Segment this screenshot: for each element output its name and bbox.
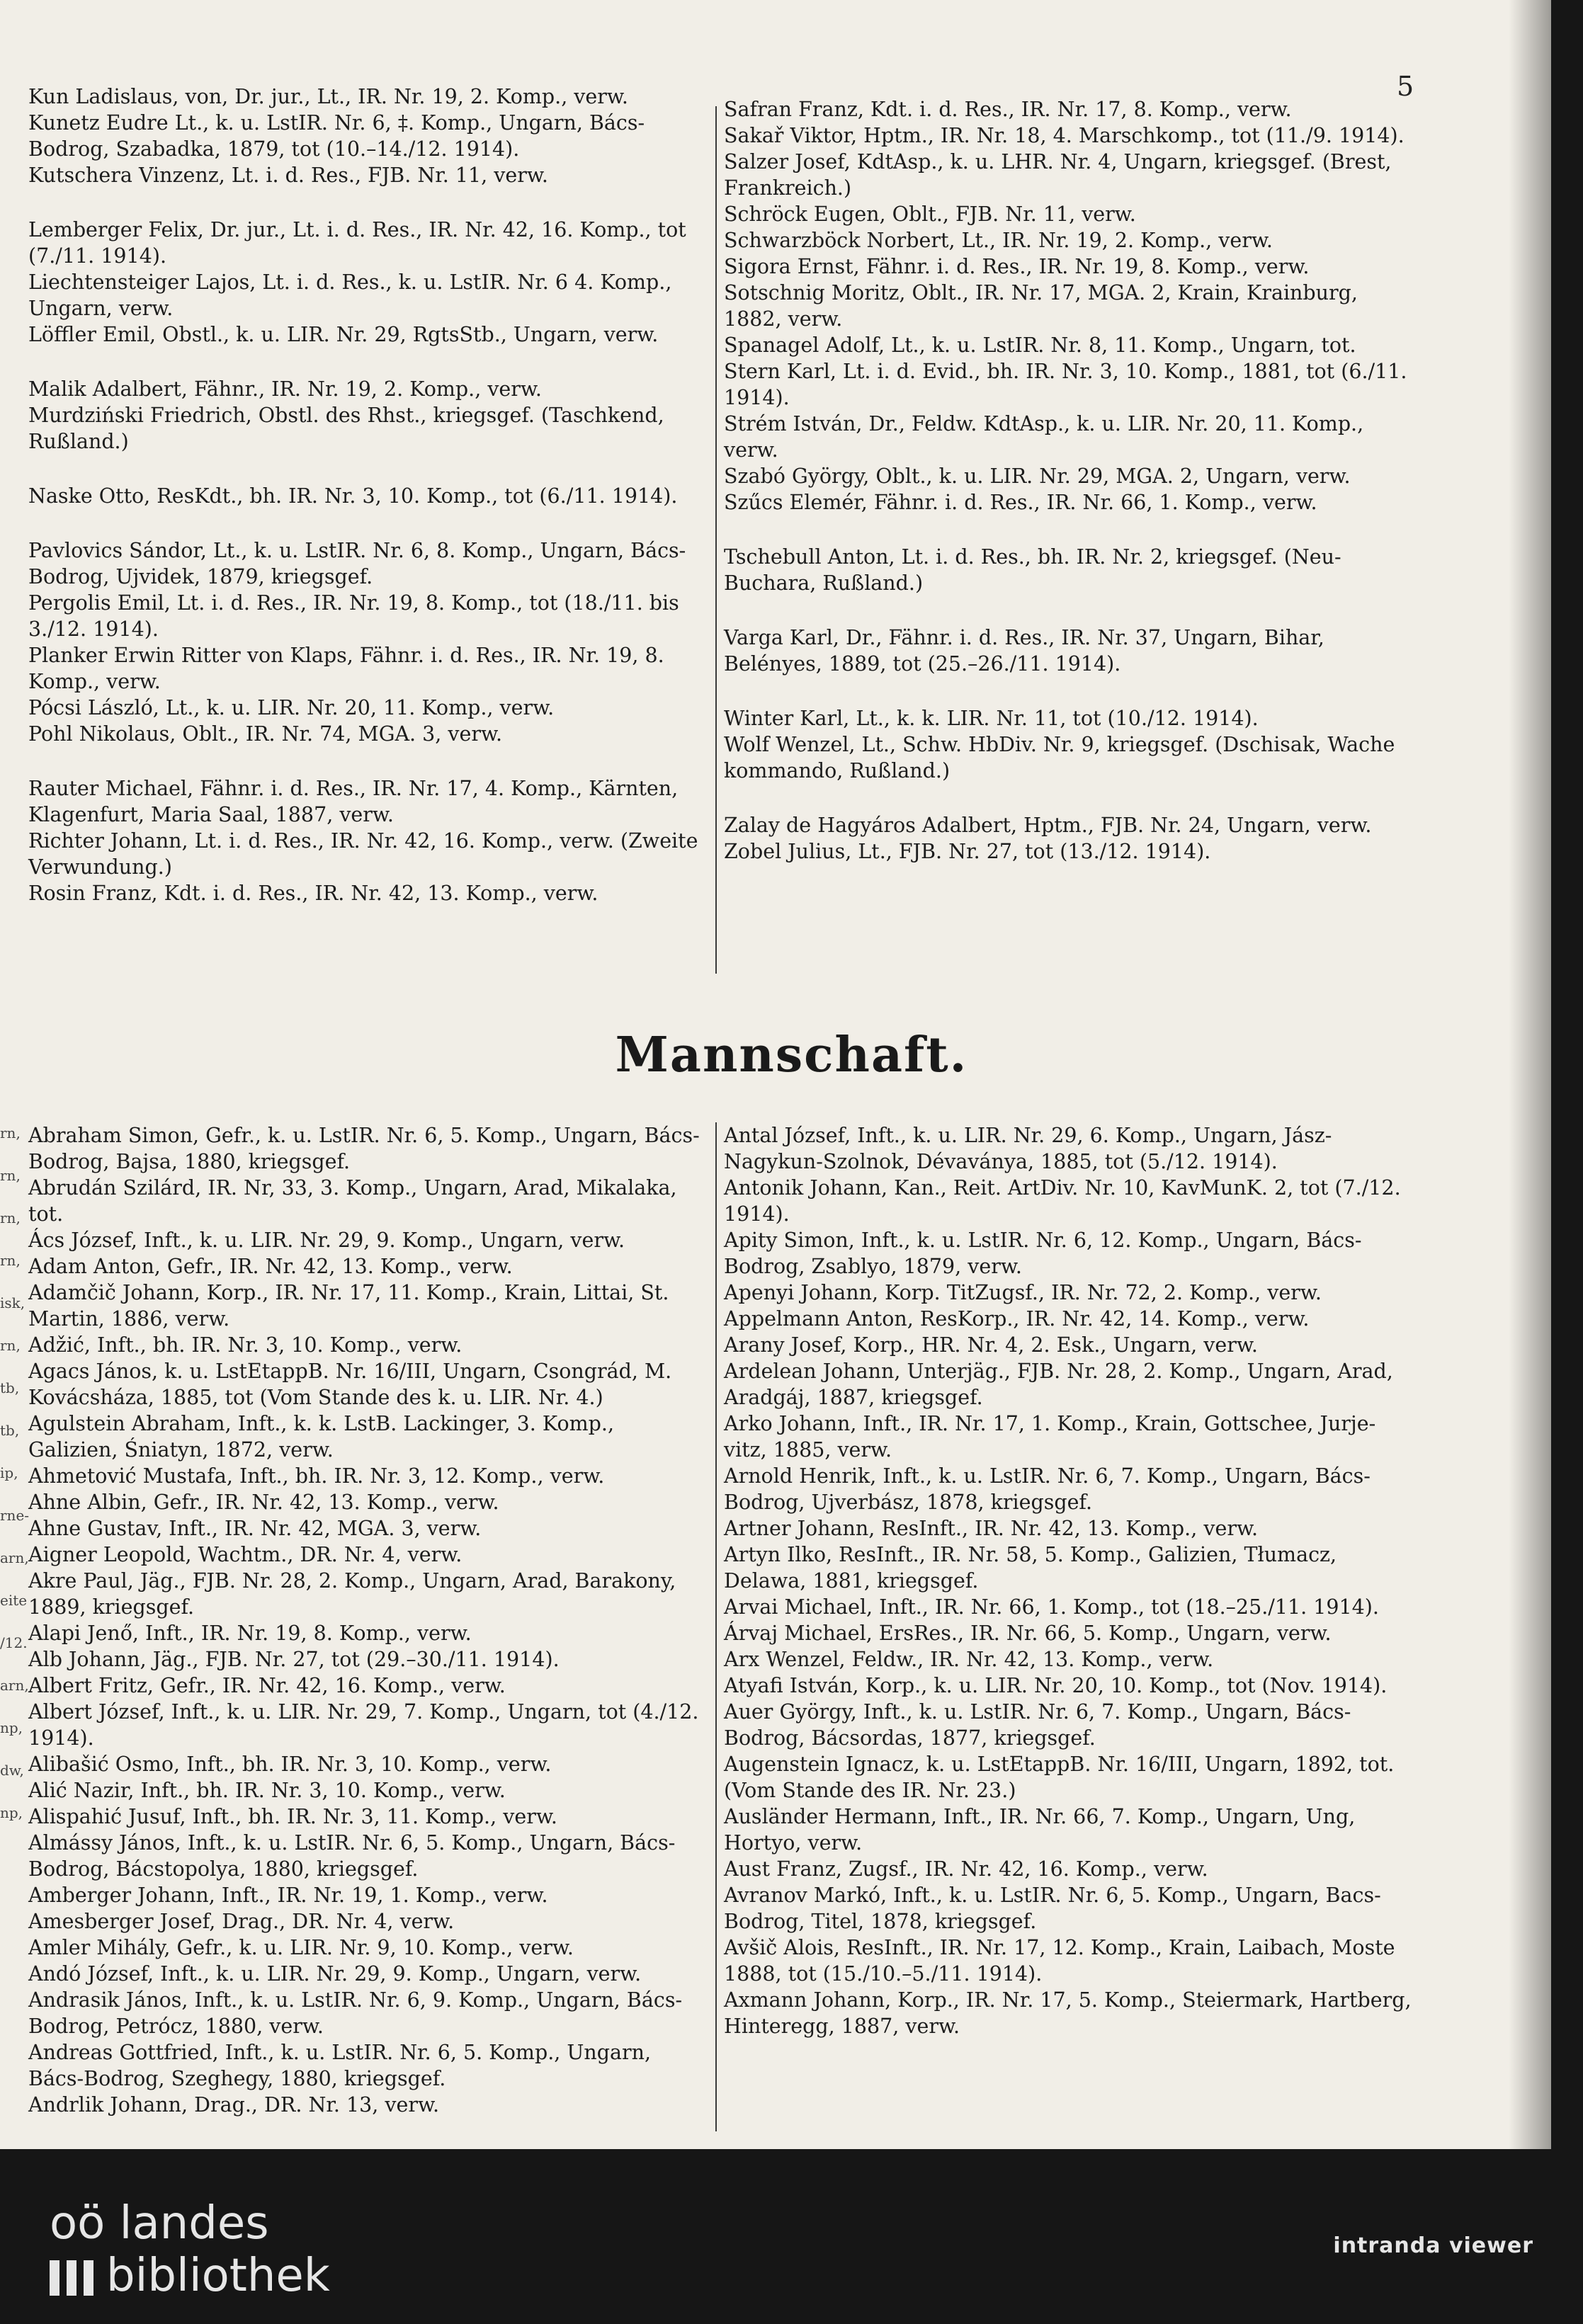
list-entry: Lemberger Felix, Dr. jur., Lt. i. d. Res., IR. Nr. 42, 16. Komp., tot (7./11. 1914).: [28, 218, 686, 268]
list-entry: Malik Adalbert, Fähnr., IR. Nr. 19, 2. Komp., verw.: [28, 377, 542, 401]
margin-fragment: tb,: [0, 1422, 20, 1439]
margin-fragment: np,: [0, 1804, 23, 1821]
list-entry: Alapi Jenő, Inft., IR. Nr. 19, 8. Komp., verw.: [28, 1622, 472, 1645]
list-entry: Pergolis Emil, Lt. i. d. Res., IR. Nr. 19, 8. Komp., tot (18./11. bis 3./12. 1914).: [28, 591, 679, 641]
entry-gap: [724, 596, 1418, 625]
margin-fragment: rn,: [0, 1337, 21, 1354]
list-entry: Axmann Johann, Korp., IR. Nr. 17, 5. Komp., Steiermark, Hartberg, Hinteregg, 1887, verw.: [724, 1988, 1412, 2038]
list-entry: Sigora Ernst, Fähnr. i. d. Res., IR. Nr. 19, 8. Komp., verw.: [724, 255, 1310, 278]
list-entry: Safran Franz, Kdt. i. d. Res., IR. Nr. 17, 8. Komp., verw.: [724, 98, 1292, 121]
list-entry: Agacs János, k. u. LstEtappB. Nr. 16/III, Ungarn, Csongrád, M. Kovácsháza, 1885, tot (Vom Stande des k. u. LIR. Nr. 4.): [28, 1360, 672, 1409]
list-entry: Strém István, Dr., Feldw. KdtAsp., k. u. LIR. Nr. 20, 11. Komp., verw.: [724, 412, 1364, 462]
list-entry: Rauter Michael, Fähnr. i. d. Res., IR. Nr. 17, 4. Komp., Kärnten, Klagenfurt, Maria Saal, 1887, verw.: [28, 777, 679, 826]
list-entry: Agulstein Abraham, Inft., k. k. LstB. Lackinger, 3. Komp., Galizien, Śniatyn, 1872, verw.: [28, 1412, 615, 1462]
column-divider-top: [715, 106, 717, 974]
margin-fragment: /12.: [0, 1634, 28, 1651]
list-entry: Avšič Alois, ResInft., IR. Nr. 17, 12. Komp., Krain, Laibach, Moste 1888, tot (15./10.–5./11. 1914).: [724, 1936, 1395, 1986]
margin-fragments: [0, 1112, 28, 1834]
margin-fragment: np,: [0, 1719, 23, 1736]
list-entry: Antonik Johann, Kan., Reit. ArtDiv. Nr. 10, KavMunK. 2, tot (7./12. 1914).: [724, 1176, 1401, 1226]
list-entry: Abraham Simon, Gefr., k. u. LstIR. Nr. 6, 5. Komp., Ungarn, Bács-Bodrog, Bajsa, 1880, kriegsgef.: [28, 1124, 700, 1173]
column-left-officers: [28, 84, 701, 906]
entry-gap: [28, 348, 701, 376]
list-entry: Kun Ladislaus, von, Dr. jur., Lt., IR. Nr. 19, 2. Komp., verw.: [28, 85, 628, 108]
list-entry: Richter Johann, Lt. i. d. Res., IR. Nr. 42, 16. Komp., verw. (Zweite Verwundung.): [28, 829, 698, 879]
section-heading: Mannschaft.: [615, 1027, 968, 1083]
list-entry: Alispahić Jusuf, Inft., bh. IR. Nr. 3, 11. Komp., verw.: [28, 1805, 557, 1828]
list-entry: Arnold Henrik, Inft., k. u. LstIR. Nr. 6, 7. Komp., Ungarn, Bács-Bodrog, Ujverbász, 1878, kriegsgef.: [724, 1464, 1371, 1514]
margin-fragment: rn,: [0, 1167, 21, 1184]
list-entry: Tschebull Anton, Lt. i. d. Res., bh. IR. Nr. 2, kriegsgef. (Neu-Buchara, Rußland.): [724, 545, 1341, 595]
entry-gap: [28, 747, 701, 775]
margin-fragment: rn,: [0, 1252, 21, 1269]
logo-line-1: oö landes: [50, 2197, 269, 2250]
column-divider-bottom: [715, 1122, 717, 2131]
list-entry: Alibašić Osmo, Inft., bh. IR. Nr. 3, 10. Komp., verw.: [28, 1753, 552, 1776]
entry-gap: [28, 509, 701, 537]
margin-fragment: ip,: [0, 1464, 18, 1481]
list-entry: Albert Fritz, Gefr., IR. Nr. 42, 16. Komp., verw.: [28, 1674, 506, 1697]
list-entry: Apity Simon, Inft., k. u. LstIR. Nr. 6, 12. Komp., Ungarn, Bács-Bodrog, Zsablyo, 1879, verw.: [724, 1229, 1362, 1278]
column-right-officers: [724, 96, 1418, 865]
entry-gap: [28, 188, 701, 217]
logo-line-2-text: bibliothek: [106, 2250, 330, 2302]
list-entry: Varga Karl, Dr., Fähnr. i. d. Res., IR. Nr. 37, Ungarn, Bihar, Belényes, 1889, tot (25.–26./11. 1914).: [724, 626, 1324, 676]
margin-fragment: isk,: [0, 1294, 25, 1311]
list-entry: Pohl Nikolaus, Oblt., IR. Nr. 74, MGA. 3, verw.: [28, 722, 503, 746]
column-right-mannschaft: [724, 1122, 1418, 2039]
list-entry: Salzer Josef, KdtAsp., k. u. LHR. Nr. 4, Ungarn, kriegsgef. (Brest, Frankreich.): [724, 150, 1392, 200]
list-entry: Alić Nazir, Inft., bh. IR. Nr. 3, 10. Komp., verw.: [28, 1779, 506, 1802]
list-entry: Appelmann Anton, ResKorp., IR. Nr. 42, 14. Komp., verw.: [724, 1307, 1310, 1331]
list-entry: Arvai Michael, Inft., IR. Nr. 66, 1. Komp., tot (18.–25./11. 1914).: [724, 1595, 1379, 1619]
list-entry: Antal József, Inft., k. u. LIR. Nr. 29, 6. Komp., Ungarn, Jász-Nagykun-Szolnok, Dévaványa, 1885, tot (5./12. 1914).: [724, 1124, 1332, 1173]
list-entry: Abrudán Szilárd, IR. Nr, 33, 3. Komp., Ungarn, Arad, Mikalaka, tot.: [28, 1176, 677, 1226]
margin-fragment: rn,: [0, 1209, 21, 1226]
list-entry: Akre Paul, Jäg., FJB. Nr. 28, 2. Komp., Ungarn, Arad, Barakony, 1889, kriegsgef.: [28, 1569, 676, 1619]
list-entry: Ahne Albin, Gefr., IR. Nr. 42, 13. Komp., verw.: [28, 1491, 499, 1514]
list-entry: Artyn Ilko, ResInft., IR. Nr. 58, 5. Komp., Galizien, Tłumacz, Delawa, 1881, kriegsgef.: [724, 1543, 1337, 1593]
list-entry: Pócsi László, Lt., k. u. LIR. Nr. 20, 11. Komp., verw.: [28, 696, 555, 719]
margin-fragment: dw,: [0, 1762, 24, 1779]
list-entry: Spanagel Adolf, Lt., k. u. LstIR. Nr. 8, 11. Komp., Ungarn, tot.: [724, 334, 1356, 357]
list-entry: Árvaj Michael, ErsRes., IR. Nr. 66, 5. Komp., Ungarn, verw.: [724, 1622, 1332, 1645]
page-number: 5: [1397, 71, 1414, 102]
list-entry: Naske Otto, ResKdt., bh. IR. Nr. 3, 10. Komp., tot (6./11. 1914).: [28, 484, 678, 508]
list-entry: Amesberger Josef, Drag., DR. Nr. 4, verw.: [28, 1910, 455, 1933]
list-entry: Zalay de Hagyáros Adalbert, Hptm., FJB. Nr. 24, Ungarn, verw.: [724, 814, 1372, 837]
entry-gap: [724, 784, 1418, 812]
list-entry: Kunetz Eudre Lt., k. u. LstIR. Nr. 6, ‡. Komp., Ungarn, Bács-Bodrog, Szabadka, 1879, tot (10.–14./12. 1914).: [28, 111, 645, 161]
list-entry: Adamčič Johann, Korp., IR. Nr. 17, 11. Komp., Krain, Littai, St. Martin, 1886, verw.: [28, 1281, 669, 1331]
list-entry: Kutschera Vinzenz, Lt. i. d. Res., FJB. Nr. 11, verw.: [28, 164, 548, 187]
list-entry: Sakař Viktor, Hptm., IR. Nr. 18, 4. Marschkomp., tot (11./9. 1914).: [724, 124, 1405, 147]
list-entry: Adam Anton, Gefr., IR. Nr. 42, 13. Komp., verw.: [28, 1255, 513, 1278]
viewer-label[interactable]: intranda viewer: [1333, 2233, 1533, 2258]
entry-gap: [724, 516, 1418, 544]
entry-gap: [28, 455, 701, 483]
list-entry: Rosin Franz, Kdt. i. d. Res., IR. Nr. 42, 13. Komp., verw.: [28, 882, 598, 905]
list-entry: Albert József, Inft., k. u. LIR. Nr. 29, 7. Komp., Ungarn, tot (4./12. 1914).: [28, 1700, 699, 1750]
list-entry: Schwarzböck Norbert, Lt., IR. Nr. 19, 2. Komp., verw.: [724, 229, 1273, 252]
list-entry: Murdziński Friedrich, Obstl. des Rhst., kriegsgef. (Taschkend, Rußland.): [28, 404, 664, 453]
list-entry: Ahne Gustav, Inft., IR. Nr. 42, MGA. 3, verw.: [28, 1517, 482, 1540]
list-entry: Schröck Eugen, Oblt., FJB. Nr. 11, verw.: [724, 203, 1136, 226]
list-entry: Avranov Markó, Inft., k. u. LstIR. Nr. 6, 5. Komp., Ungarn, Bacs-Bodrog, Titel, 1878, kriegsgef.: [724, 1884, 1381, 1933]
list-entry: Almássy János, Inft., k. u. LstIR. Nr. 6, 5. Komp., Ungarn, Bács-Bodrog, Bácstopolya, 1880, kriegsgef.: [28, 1831, 676, 1881]
margin-fragment: eite: [0, 1592, 28, 1609]
list-entry: Szűcs Elemér, Fähnr. i. d. Res., IR. Nr. 66, 1. Komp., verw.: [724, 491, 1317, 514]
list-entry: Ausländer Hermann, Inft., IR. Nr. 66, 7. Komp., Ungarn, Ung, Hortyo, verw.: [724, 1805, 1356, 1855]
list-entry: Adžić, Inft., bh. IR. Nr. 3, 10. Komp., verw.: [28, 1333, 463, 1357]
margin-fragment: rn,: [0, 1124, 21, 1141]
list-entry: Aust Franz, Zugsf., IR. Nr. 42, 16. Komp., verw.: [724, 1857, 1208, 1881]
list-entry: Amler Mihály, Gefr., k. u. LIR. Nr. 9, 10. Komp., verw.: [28, 1936, 574, 1959]
list-entry: Arany Josef, Korp., HR. Nr. 4, 2. Esk., Ungarn, verw.: [724, 1333, 1258, 1357]
list-entry: Atyafi István, Korp., k. u. LIR. Nr. 20, 10. Komp., tot (Nov. 1914).: [724, 1674, 1388, 1697]
library-logo[interactable]: [50, 2197, 330, 2302]
list-entry: Szabó György, Oblt., k. u. LIR. Nr. 29, MGA. 2, Ungarn, verw.: [724, 465, 1351, 488]
margin-fragment: rne-: [0, 1507, 30, 1524]
list-entry: Ahmetović Mustafa, Inft., bh. IR. Nr. 3, 12. Komp., verw.: [28, 1464, 605, 1488]
list-entry: Auer György, Inft., k. u. LstIR. Nr. 6, 7. Komp., Ungarn, Bács-Bodrog, Bácsordas, 1877, kriegsgef.: [724, 1700, 1351, 1750]
margin-fragment: arn,: [0, 1677, 29, 1694]
list-entry: Liechtensteiger Lajos, Lt. i. d. Res., k. u. LstIR. Nr. 6 4. Komp., Ungarn, verw.: [28, 270, 672, 320]
list-entry: Planker Erwin Ritter von Klaps, Fähnr. i. d. Res., IR. Nr. 19, 8. Komp., verw.: [28, 644, 664, 693]
list-entry: Löffler Emil, Obstl., k. u. LIR. Nr. 29, RgtsStb., Ungarn, verw.: [28, 323, 659, 346]
list-entry: Andreas Gottfried, Inft., k. u. LstIR. Nr. 6, 5. Komp., Ungarn, Bács-Bodrog, Szeghegy, 1880, kriegsgef.: [28, 2041, 652, 2090]
list-entry: Apenyi Johann, Korp. TitZugsf., IR. Nr. 72, 2. Komp., verw.: [724, 1281, 1322, 1304]
list-entry: Pavlovics Sándor, Lt., k. u. LstIR. Nr. 6, 8. Komp., Ungarn, Bács-Bodrog, Ujvidek, 1879, kriegsgef.: [28, 539, 686, 588]
list-entry: Alb Johann, Jäg., FJB. Nr. 27, tot (29.–30./11. 1914).: [28, 1648, 560, 1671]
list-entry: Stern Karl, Lt. i. d. Evid., bh. IR. Nr. 3, 10. Komp., 1881, tot (6./11. 1914).: [724, 360, 1407, 409]
logo-bars-icon: [50, 2260, 99, 2296]
list-entry: Winter Karl, Lt., k. k. LIR. Nr. 11, tot (10./12. 1914).: [724, 707, 1259, 730]
list-entry: Amberger Johann, Inft., IR. Nr. 19, 1. Komp., verw.: [28, 1884, 548, 1907]
list-entry: Artner Johann, ResInft., IR. Nr. 42, 13. Komp., verw.: [724, 1517, 1259, 1540]
list-entry: Ács József, Inft., k. u. LIR. Nr. 29, 9. Komp., Ungarn, verw.: [28, 1229, 625, 1252]
list-entry: Andrlik Johann, Drag., DR. Nr. 13, verw.: [28, 2093, 440, 2117]
margin-fragment: arn,: [0, 1549, 29, 1566]
margin-fragment: tb,: [0, 1379, 20, 1396]
list-entry: Sotschnig Moritz, Oblt., IR. Nr. 17, MGA. 2, Krain, Krainburg, 1882, verw.: [724, 281, 1358, 331]
list-entry: Augenstein Ignacz, k. u. LstEtappB. Nr. 16/III, Ungarn, 1892, tot. (Vom Stande des IR. Nr. 23.): [724, 1753, 1395, 1802]
list-entry: Arx Wenzel, Feldw., IR. Nr. 42, 13. Komp., verw.: [724, 1648, 1214, 1671]
list-entry: Arko Johann, Inft., IR. Nr. 17, 1. Komp., Krain, Gottschee, Jurje-vitz, 1885, verw.: [724, 1412, 1376, 1462]
logo-line-2: [50, 2250, 330, 2302]
list-entry: Wolf Wenzel, Lt., Schw. HbDiv. Nr. 9, kriegsgef. (Dschisak, Wache kommando, Rußland.): [724, 733, 1395, 782]
list-entry: Andó József, Inft., k. u. LIR. Nr. 29, 9. Komp., Ungarn, verw.: [28, 1962, 642, 1986]
list-entry: Andrasik János, Inft., k. u. LstIR. Nr. 6, 9. Komp., Ungarn, Bács-Bodrog, Petrócz, 1880, verw.: [28, 1988, 683, 2038]
entry-gap: [724, 677, 1418, 705]
column-left-mannschaft: [28, 1122, 701, 2118]
list-entry: Ardelean Johann, Unterjäg., FJB. Nr. 28, 2. Komp., Ungarn, Arad, Aradgáj, 1887, kriegsgef.: [724, 1360, 1393, 1409]
list-entry: Aigner Leopold, Wachtm., DR. Nr. 4, verw.: [28, 1543, 463, 1566]
list-entry: Zobel Julius, Lt., FJB. Nr. 27, tot (13./12. 1914).: [724, 840, 1211, 863]
